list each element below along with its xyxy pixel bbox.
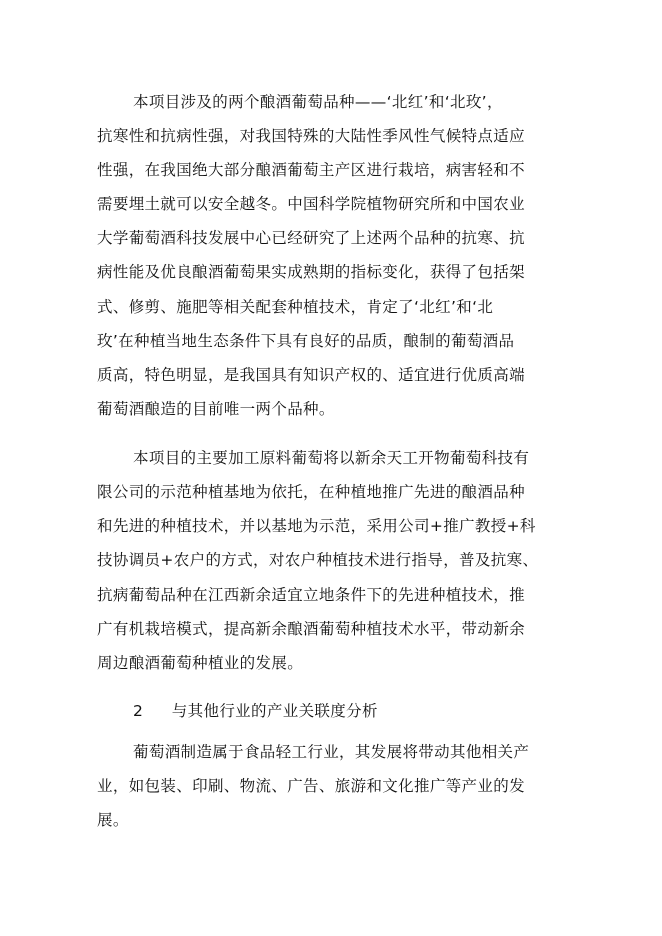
text-line: 限公司的示范种植基地为依托，在种植地推广先进的酿酒品种 bbox=[97, 483, 525, 501]
text-line: 病性能及优良酿酒葡萄果实成熟期的指标变化，获得了包括架 bbox=[97, 263, 525, 281]
text-line: 玫’在种植当地生态条件下具有良好的品质，酿制的葡萄酒品 bbox=[97, 332, 515, 350]
text-line: 抗病葡萄品种在江西新余适宜立地条件下的先进种植技术，推 bbox=[97, 586, 525, 604]
text-line: 性强，在我国绝大部分酿酒葡萄主产区进行栽培，病害轻和不 bbox=[97, 161, 525, 179]
text-line: 质高，特色明显，是我国具有知识产权的、适宜进行优质高端 bbox=[97, 366, 525, 384]
text-line: 葡萄酒酿造的目前唯一两个品种。 bbox=[97, 400, 335, 418]
text-line: 和先进的种植技术，并以基地为示范，采用公司+推广教授+科 bbox=[97, 517, 536, 535]
section-title: 与其他行业的产业关联度分析 bbox=[171, 702, 378, 720]
text-line: 广有机栽培模式，提高新余酿酒葡萄种植技术水平，带动新余 bbox=[97, 620, 525, 638]
text-line: 业，如包装、印刷、物流、广告、旅游和文化推广等产业的发 bbox=[97, 777, 525, 795]
text-line: 式、修剪、施肥等相关配套种植技术，肯定了‘北红’和‘北 bbox=[97, 298, 494, 316]
section-heading bbox=[133, 701, 603, 721]
text-line: 周边酿酒葡萄种植业的发展。 bbox=[97, 654, 304, 672]
text-line: 葡萄酒制造属于食品轻工行业，其发展将带动其他相关产 bbox=[133, 743, 530, 761]
text-line: 本项目涉及的两个酿酒葡萄品种——‘北红’和‘北玫’， bbox=[133, 93, 503, 111]
text-line: 技协调员+农户的方式，对农户种植技术进行指导，普及抗寒、 bbox=[97, 551, 539, 569]
text-line: 需要埋土就可以安全越冬。中国科学院植物研究所和中国农业 bbox=[97, 195, 525, 213]
section-number: 2 bbox=[133, 702, 144, 720]
text-line: 展。 bbox=[97, 811, 129, 829]
text-line: 大学葡萄酒科技发展中心已经研究了上述两个品种的抗寒、抗 bbox=[97, 229, 525, 247]
text-line: 抗寒性和抗病性强，对我国特殊的大陆性季风性气候特点适应 bbox=[97, 127, 525, 145]
text-line: 本项目的主要加工原料葡萄将以新余天工开物葡萄科技有 bbox=[133, 449, 530, 467]
